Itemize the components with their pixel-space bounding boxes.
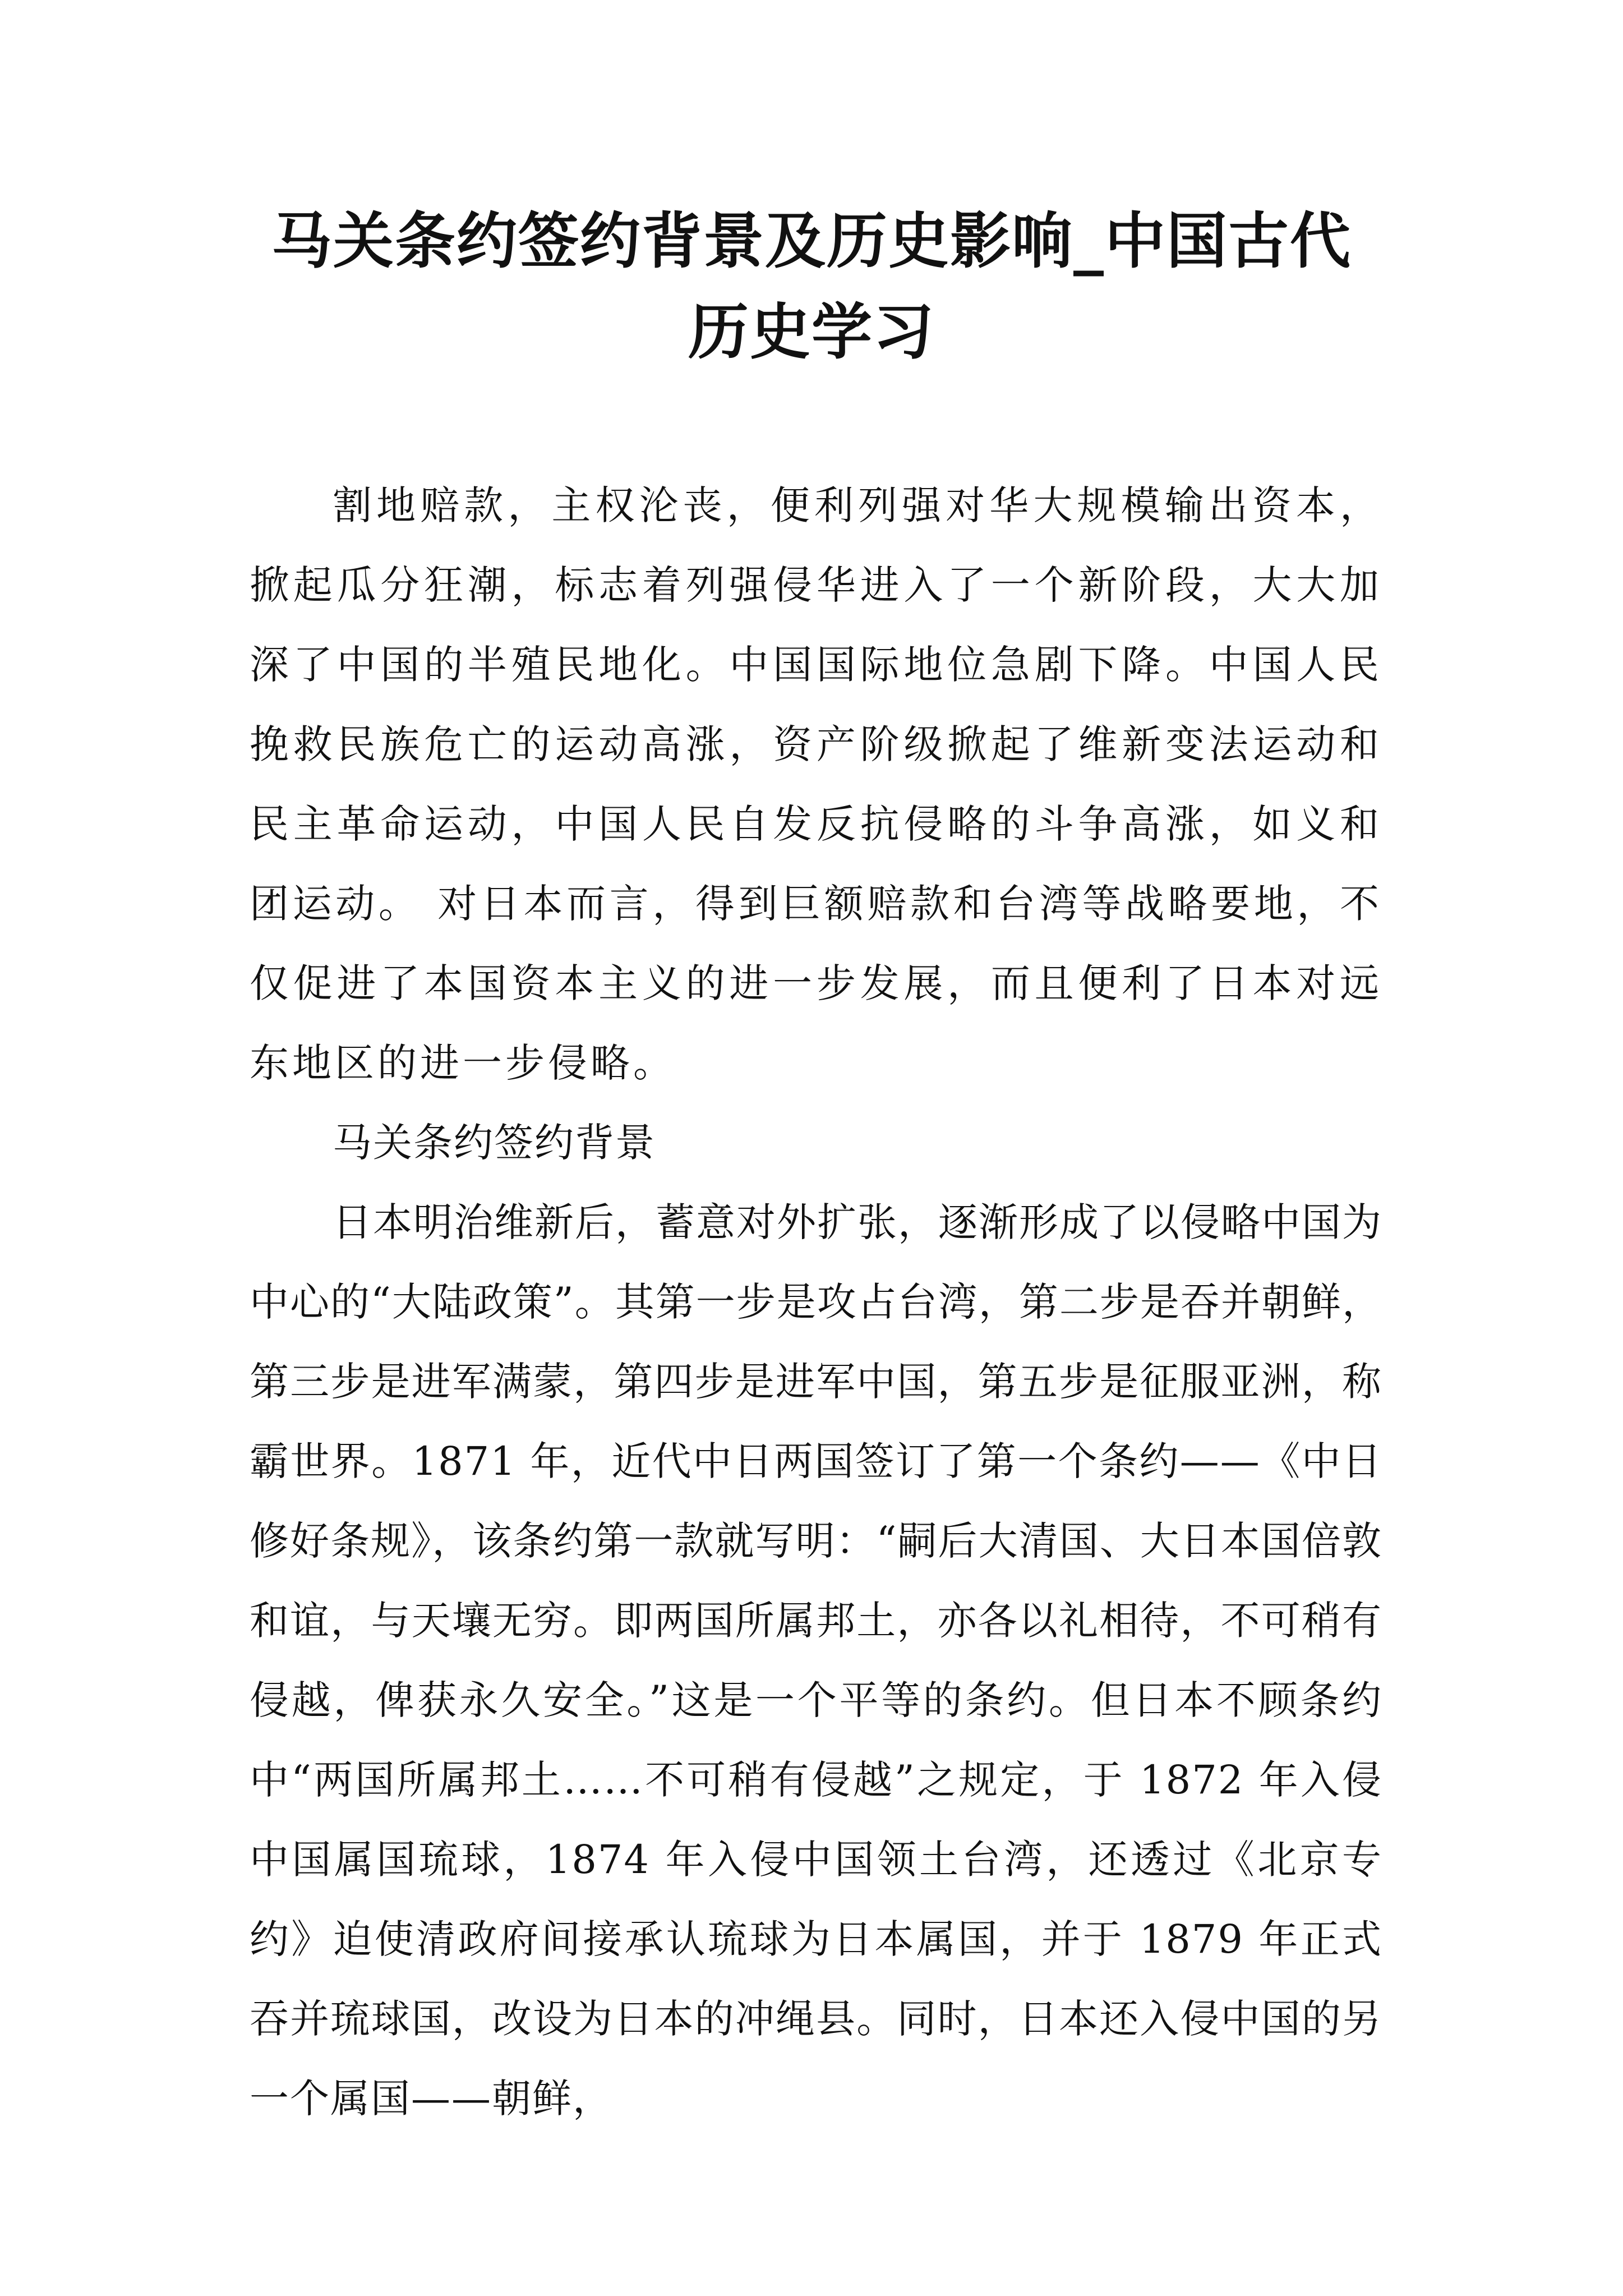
paragraph-impact: 割地赔款，主权沦丧，便利列强对华大规模输出资本，掀起瓜分狂潮，标志着列强侵华进入了一个新阶段，大大加深了中国的半殖民地化。中国国际地位急剧下降。中国人民挽救民族危亡的运动高涨，资产阶级掀起了维新变法运动和民主革命运动，中国人民自发反抗侵略的斗争高涨，如义和团运动。 对日本而言，得到巨额赔款和台湾等战略要地，不仅促进了本国资本主义的进一步发展，而且便利了日本对远东地区的进一步侵略。 <box>250 482 1382 1086</box>
paragraph-background: 日本明治维新后，蓄意对外扩张，逐渐形成了以侵略中国为中心的“大陆政策”。其第一步是攻占台湾，第二步是吞并朝鲜，第三步是进军满蒙，第四步是进军中国，第五步是征服亚洲，称霸世界。1871 年，近代中日两国签订了第一个条约——《中日修好条规》，该条约第一款就写明：“嗣后大清国、大日本国倍敦和谊，与天壤无穷。即两国所属邦土，亦各以礼相待，不可稍有侵越，俾获永久安全。”这是一个平等的条约。但日本不顾条约中“两国所属邦土……不可稍有侵越”之规定，于 1872 年入侵中国属国琉球，1874 年入侵中国领土台湾，还透过《北京专约》迫使清政府间接承认琉球为日本属国，并于 1879 年正式吞并琉球国，改设为日本的冲绳县。同时，日本还入侵中国的另一个属国——朝鲜， <box>250 1199 1382 2122</box>
document-body <box>250 466 1382 2138</box>
document-title: 马关条约签约背景及历史影响_中国古代历史学习 <box>271 206 1352 367</box>
section-heading-background: 马关条约签约背景 <box>333 1120 656 1166</box>
